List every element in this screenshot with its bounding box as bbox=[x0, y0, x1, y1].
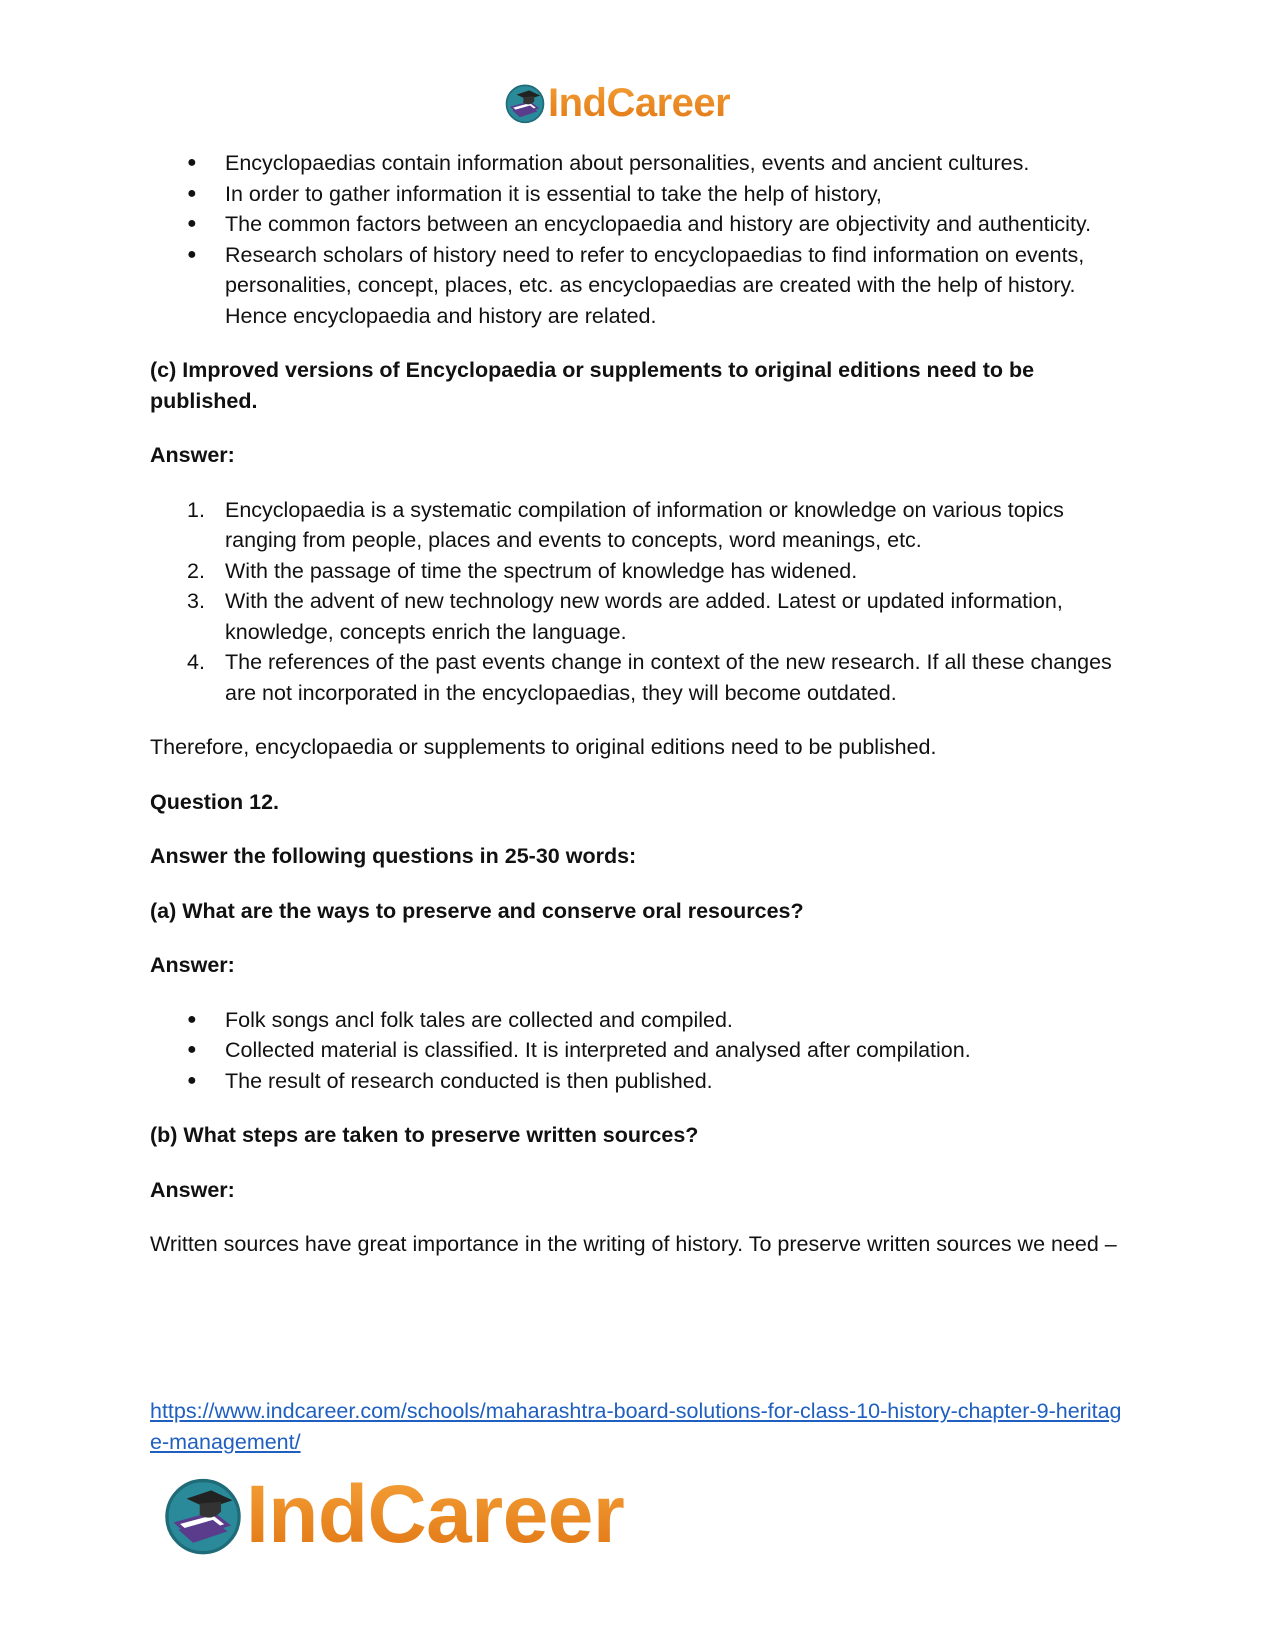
question-c-heading: (c) Improved versions of Encyclopaedia or supplements to original editions need to be published. bbox=[150, 358, 1035, 413]
oral-resources-bullet-list bbox=[150, 1005, 1130, 1097]
list-item: ● In order to gather information it is essential to take the help of history, bbox=[150, 179, 1130, 210]
instruction-heading: Answer the following questions in 25-30 words: bbox=[150, 844, 637, 868]
list-item bbox=[150, 556, 1130, 587]
list-item bbox=[150, 495, 1130, 556]
header-logo bbox=[504, 78, 730, 128]
list-item: ● Research scholars of history need to refer to encyclopaedias to find information on events, personalities, concept, places, etc. as encyclopaedias are created with the help of history. Hence encyclopaedia and history are related. bbox=[150, 240, 1130, 332]
list-item: ● Encyclopaedias contain information about personalities, events and ancient cultures. bbox=[150, 148, 1130, 179]
logo-wordmark: IndCareer bbox=[246, 1469, 625, 1560]
written-sources-paragraph: Written sources have great importance in the writing of history. To preserve written sources we need – bbox=[150, 1232, 1117, 1256]
list-text: With the passage of time the spectrum of knowledge has widened. bbox=[225, 558, 858, 583]
conclusion-paragraph: Therefore, encyclopaedia or supplements to original editions need to be published. bbox=[150, 735, 937, 759]
list-item: ● Collected material is classified. It is interpreted and analysed after compilation. bbox=[150, 1035, 1130, 1066]
document-body bbox=[150, 148, 1130, 1260]
question-a-heading: (a) What are the ways to preserve and conserve oral resources? bbox=[150, 898, 804, 923]
logo-wordmark: IndCareer bbox=[548, 78, 730, 128]
question-number-heading: Question 12. bbox=[150, 789, 280, 814]
numbered-answer-list bbox=[150, 495, 1130, 709]
footer-logo bbox=[162, 1470, 624, 1560]
list-number: 3. bbox=[187, 589, 205, 613]
list-number: 1. bbox=[187, 497, 205, 522]
list-item: ● The result of research conducted is then published. bbox=[150, 1066, 1130, 1097]
question-b-heading: (b) What steps are taken to preserve written sources? bbox=[150, 1123, 699, 1147]
list-item: ● The common factors between an encyclopaedia and history are objectivity and authenticity. bbox=[150, 209, 1130, 240]
list-text: With the advent of new technology new words are added. Latest or updated information, knowledge, concepts enrich the language. bbox=[225, 589, 1063, 644]
footer-source-link[interactable]: https://www.indcareer.com/schools/maharashtra-board-solutions-for-class-10-history-chapter-9-heritage-management/ bbox=[150, 1399, 1122, 1454]
list-number: 4. bbox=[187, 650, 205, 674]
list-item bbox=[150, 647, 1130, 708]
list-item bbox=[150, 586, 1130, 647]
graduation-book-icon bbox=[504, 82, 546, 124]
answer-label: Answer: bbox=[150, 1177, 235, 1202]
list-number: 2. bbox=[187, 558, 205, 583]
list-text: The references of the past events change in context of the new research. If all these changes are not incorporated in the encyclopaedias, they will become outdated. bbox=[225, 650, 1112, 705]
list-item: ● Folk songs ancl folk tales are collected and compiled. bbox=[150, 1005, 1130, 1036]
intro-bullet-list bbox=[150, 148, 1130, 331]
answer-label: Answer: bbox=[150, 953, 235, 977]
answer-label: Answer: bbox=[150, 443, 235, 467]
graduation-book-icon bbox=[162, 1474, 244, 1556]
list-text: Encyclopaedia is a systematic compilation of information or knowledge on various topics ranging from people, places and events to concepts, word meanings, etc. bbox=[225, 497, 1064, 552]
